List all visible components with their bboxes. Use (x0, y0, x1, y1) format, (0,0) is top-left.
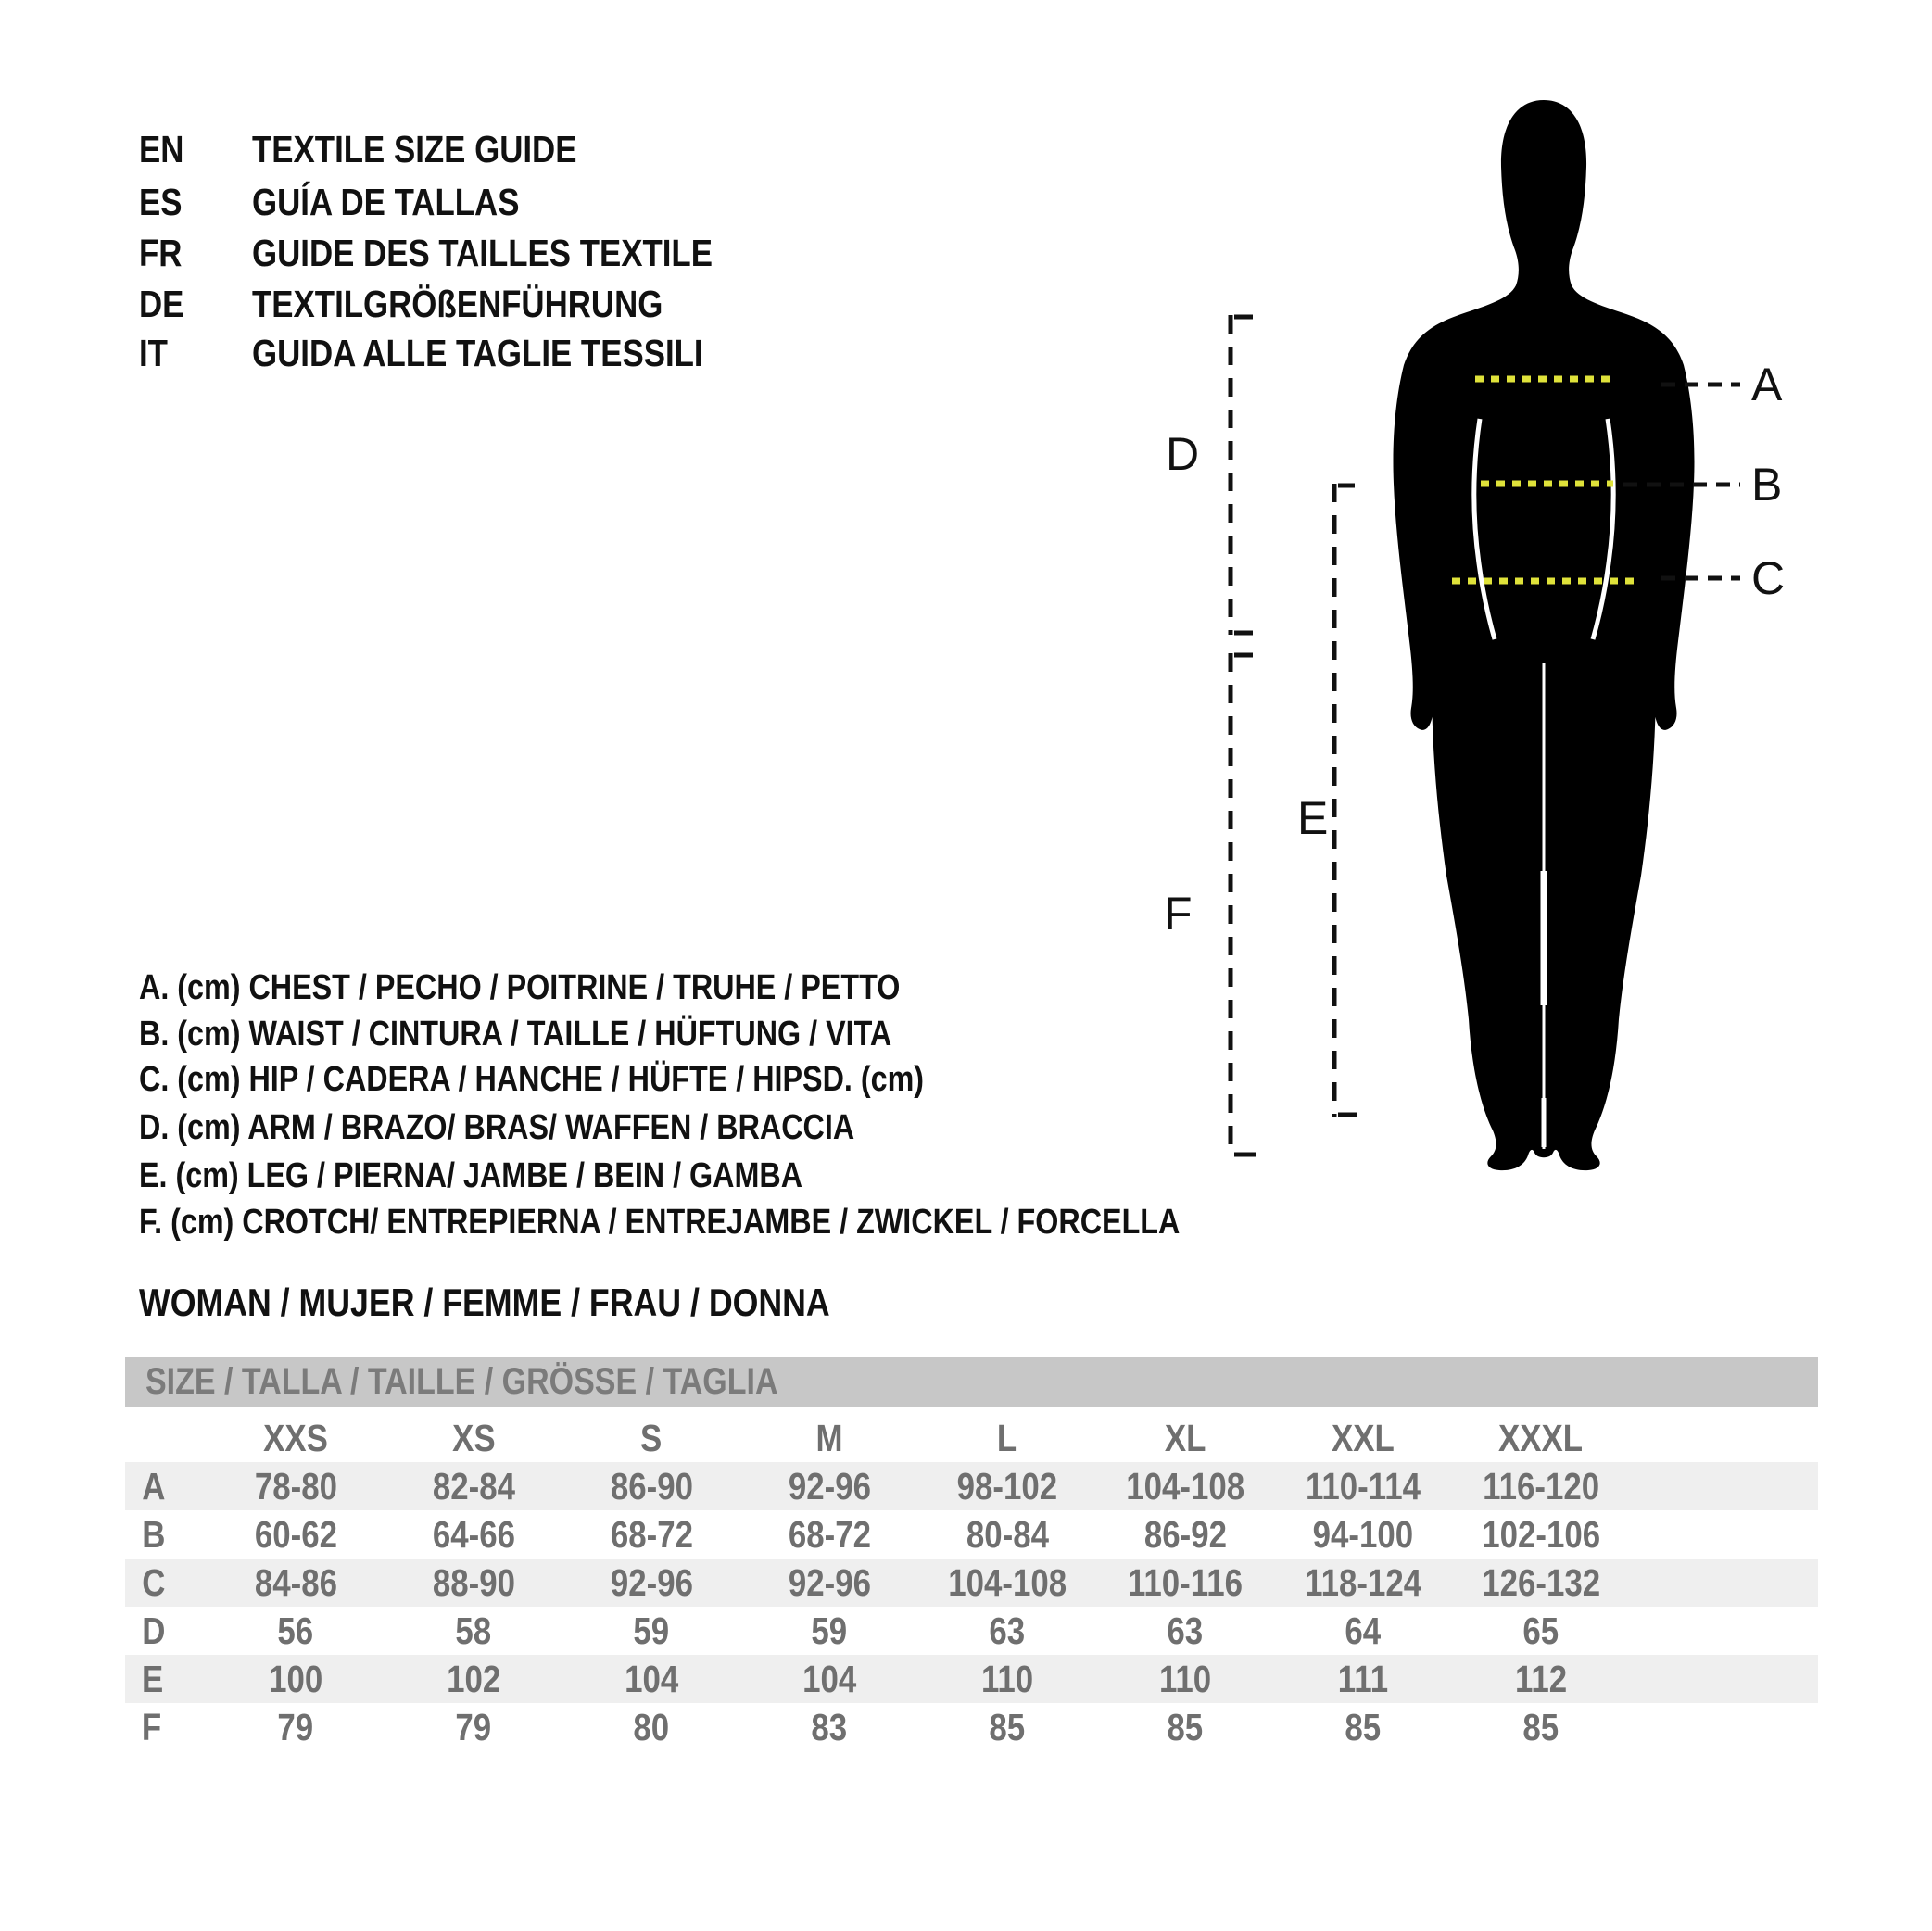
language-code: ES (139, 181, 183, 223)
value-cell: 79 (455, 1705, 492, 1748)
legend-line-d: D. (cm) ARM / BRAZO/ BRAS/ WAFFEN / BRACCIA (139, 1108, 855, 1147)
measurement-figure-diagram (1149, 93, 1816, 1177)
language-code: IT (139, 332, 168, 374)
value-cell: 94-100 (1312, 1512, 1414, 1556)
size-table (125, 1357, 1818, 1751)
value-cell: 92-96 (610, 1560, 693, 1604)
value-cell: 110 (980, 1657, 1034, 1700)
language-code: FR (139, 232, 183, 274)
value-cell: 126-132 (1482, 1560, 1600, 1604)
col-header-l: L (997, 1416, 1017, 1459)
value-cell: 111 (1337, 1657, 1389, 1700)
table-row-d (125, 1607, 1818, 1655)
value-cell: 110-114 (1305, 1464, 1421, 1508)
guide-title: GUÍA DE TALLAS (252, 181, 520, 223)
col-header-xl: XL (1164, 1416, 1206, 1459)
language-code: DE (139, 283, 184, 325)
value-cell: 59 (811, 1609, 848, 1652)
legend-line-f: F. (cm) CROTCH/ ENTREPIERNA / ENTREJAMBE / ZWICKEL / FORCELLA (139, 1203, 1181, 1242)
value-cell: 102-106 (1482, 1512, 1600, 1556)
value-cell: 58 (455, 1609, 492, 1652)
marker-label-f: F (1164, 888, 1193, 940)
col-header-xxxl: XXXL (1498, 1416, 1584, 1459)
table-row-f (125, 1703, 1818, 1751)
row-label: A (142, 1464, 166, 1508)
value-cell: 64-66 (432, 1512, 515, 1556)
size-table-banner: SIZE / TALLA / TAILLE / GRÖSSE / TAGLIA (125, 1357, 1818, 1407)
value-cell: 86-92 (1143, 1512, 1227, 1556)
guide-title: TEXTILE SIZE GUIDE (252, 128, 577, 170)
value-cell: 64 (1345, 1609, 1382, 1652)
table-row-b (125, 1510, 1818, 1559)
value-cell: 80 (633, 1705, 670, 1748)
legend-line-b: B. (cm) WAIST / CINTURA / TAILLE / HÜFTUNG / VITA (139, 1015, 892, 1054)
marker-label-e: E (1297, 792, 1329, 844)
value-cell: 68-72 (788, 1512, 871, 1556)
guide-title: TEXTILGRÖßENFÜHRUNG (252, 283, 663, 325)
legend-line-a: A. (cm) CHEST / PECHO / POITRINE / TRUHE / PETTO (139, 968, 901, 1007)
row-label: C (142, 1560, 166, 1604)
value-cell: 104 (624, 1657, 679, 1700)
value-cell: 104-108 (1126, 1464, 1244, 1508)
value-cell: 83 (811, 1705, 848, 1748)
value-cell: 92-96 (788, 1560, 871, 1604)
value-cell: 86-90 (610, 1464, 693, 1508)
table-row-a (125, 1462, 1818, 1510)
value-cell: 104 (802, 1657, 857, 1700)
size-table-header-row (125, 1414, 1818, 1462)
col-header-s: S (640, 1416, 663, 1459)
row-label: D (142, 1609, 166, 1652)
row-label: F (141, 1705, 162, 1748)
value-cell: 85 (1345, 1705, 1382, 1748)
value-cell: 110-116 (1127, 1560, 1244, 1604)
col-header-xxl: XXL (1332, 1416, 1395, 1459)
value-cell: 80-84 (966, 1512, 1049, 1556)
value-cell: 59 (633, 1609, 670, 1652)
value-cell: 56 (277, 1609, 314, 1652)
value-cell: 100 (268, 1657, 323, 1700)
col-header-xxs: XXS (263, 1416, 328, 1459)
marker-label-c: C (1751, 552, 1786, 604)
value-cell: 82-84 (432, 1464, 515, 1508)
value-cell: 92-96 (788, 1464, 871, 1508)
value-cell: 116-120 (1483, 1464, 1599, 1508)
value-cell: 60-62 (254, 1512, 337, 1556)
col-header-xs: XS (451, 1416, 496, 1459)
value-cell: 68-72 (610, 1512, 693, 1556)
value-cell: 85 (989, 1705, 1026, 1748)
table-row-e (125, 1655, 1818, 1703)
guide-title: GUIDE DES TAILLES TEXTILE (252, 232, 713, 274)
language-code: EN (139, 128, 184, 170)
guide-title: GUIDA ALLE TAGLIE TESSILI (252, 332, 703, 374)
value-cell: 118-124 (1305, 1560, 1421, 1604)
marker-label-a: A (1751, 359, 1783, 410)
marker-label-d: D (1166, 428, 1200, 480)
legend-line-e: E. (cm) LEG / PIERNA/ JAMBE / BEIN / GAMBA (139, 1156, 803, 1195)
value-cell: 98-102 (956, 1464, 1058, 1508)
marker-label-b: B (1751, 459, 1783, 511)
value-cell: 79 (277, 1705, 314, 1748)
value-cell: 65 (1522, 1609, 1559, 1652)
row-label: E (142, 1657, 164, 1700)
value-cell: 102 (446, 1657, 501, 1700)
value-cell: 78-80 (254, 1464, 337, 1508)
legend-line-c: C. (cm) HIP / CADERA / HANCHE / HÜFTE / HIPSD. (cm) (139, 1060, 925, 1099)
value-cell: 112 (1514, 1657, 1568, 1700)
value-cell: 88-90 (432, 1560, 515, 1604)
table-row-c (125, 1559, 1818, 1607)
value-cell: 63 (989, 1609, 1026, 1652)
value-cell: 85 (1167, 1705, 1204, 1748)
value-cell: 104-108 (948, 1560, 1067, 1604)
value-cell: 85 (1522, 1705, 1559, 1748)
value-cell: 84-86 (254, 1560, 337, 1604)
row-label: B (142, 1512, 166, 1556)
value-cell: 110 (1158, 1657, 1212, 1700)
audience-heading: WOMAN / MUJER / FEMME / FRAU / DONNA (139, 1281, 830, 1324)
col-header-m: M (815, 1416, 843, 1459)
value-cell: 63 (1167, 1609, 1204, 1652)
